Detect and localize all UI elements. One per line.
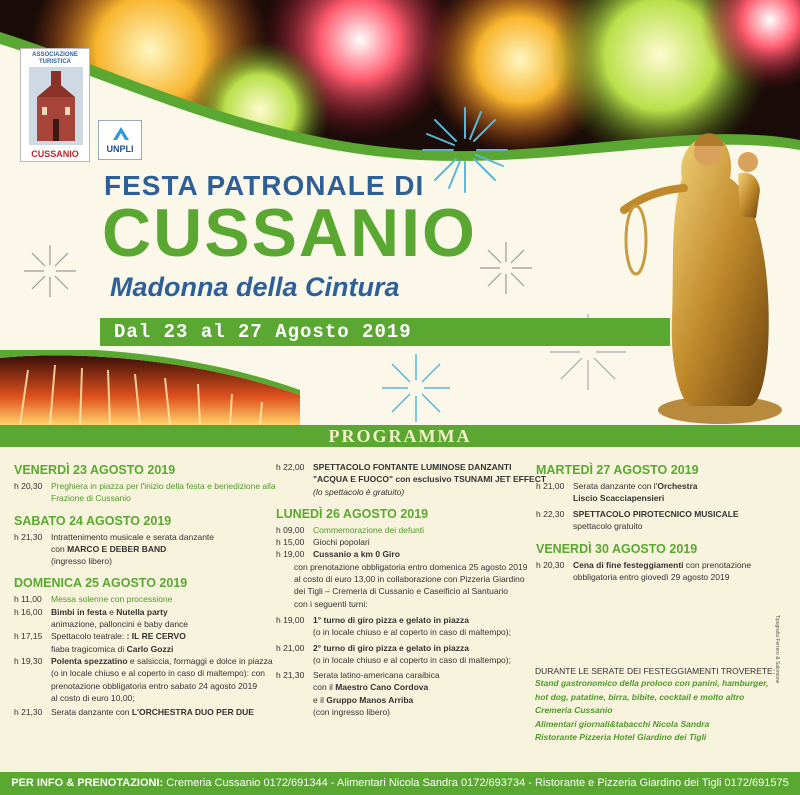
notice-item: Cremeria Cussanio	[535, 705, 613, 716]
notice-item: Stand gastronomico della proloco con panini, hamburger,	[535, 678, 769, 689]
event-details	[276, 561, 531, 610]
event-text: Bimbi in festa	[51, 606, 107, 617]
event-text: 2° turno di giro pizza e gelato in piazza	[313, 642, 469, 653]
event-text: e	[106, 606, 117, 617]
event-text: fiaba tragicomica di	[51, 643, 127, 654]
event-time: h 19,00	[276, 549, 305, 560]
schedule-event	[14, 655, 273, 704]
event-text: Intrattenimento musicale e serata danzante	[51, 531, 215, 542]
event-text: (o in locale chiuso e al coperto in caso di maltempo);	[313, 627, 511, 638]
event-text: Serata danzante con l'	[573, 481, 658, 491]
services-notice	[535, 665, 797, 745]
event-text: e il	[313, 694, 327, 705]
event-text: al costo di euro 10,00;	[51, 692, 135, 703]
date-banner	[100, 318, 670, 346]
program-title: PROGRAMMA	[328, 426, 472, 446]
event-time: h 21,30	[276, 670, 305, 681]
event-text: Cena di fine festeggiamenti	[573, 560, 684, 571]
logo-association-text: ASSOCIAZIONE TURISTICA	[32, 52, 78, 65]
schedule-event	[276, 536, 531, 548]
event-text: Preghiera in piazza per l'inizio della festa e benedizione alla	[51, 481, 276, 491]
event-time: h 15,00	[276, 537, 305, 548]
schedule-event	[536, 559, 791, 584]
event-text: "ACQUA E FUOCO" con esclusivo TSUNAMI JET EFFECT	[313, 474, 547, 485]
event-text: (con ingresso libero)	[313, 707, 391, 718]
event-text: L'ORCHESTRA DUO PER DUE	[131, 707, 254, 718]
event-time: h 22,00	[276, 462, 305, 472]
program-banner	[0, 425, 800, 447]
event-text: e salsiccia, formaggi e dolce in piazza	[127, 655, 273, 666]
schedule-event	[14, 593, 269, 605]
event-time: h 21,00	[276, 642, 305, 653]
schedule-event	[14, 630, 269, 655]
footer-contacts	[0, 777, 800, 789]
event-text: Frazione di Cussanio	[51, 493, 131, 504]
schedule-event	[276, 524, 531, 536]
unpli-text: UNPLI	[106, 144, 134, 154]
event-time: h 17,15	[14, 631, 43, 642]
notice-item: Alimentari giornali&tabacchi Nicola Sandra	[535, 718, 710, 729]
band-name: MARCO E DEBER BAND	[67, 543, 167, 554]
printer-credit: Tipografia Ferrero & Salomone	[774, 615, 780, 684]
notice-heading: DURANTE LE SERATE DEI FESTEGGIAMENTI TROVERETE:	[535, 666, 776, 676]
event-text: Carlo Gozzi	[126, 643, 174, 654]
day-heading: MARTEDÌ 27 AGOSTO 2019	[536, 463, 699, 477]
logo-name-text: CUSSANIO	[31, 149, 79, 159]
footer-phones: Cremeria Cussanio 0172/691344 - Alimentari Nicola Sandra 0172/693734 - Ristorante e Pizzeria Giardino dei Tigli 0172/691575	[163, 777, 789, 789]
event-text: Serata danzante con	[51, 707, 132, 718]
event-dates: Dal 23 al 27 Agosto 2019	[114, 321, 412, 343]
event-time: h 20,30	[536, 560, 565, 571]
event-text: animazione, palloncini e baby dance	[51, 619, 189, 630]
event-time: h 19,30	[14, 655, 43, 666]
madonna-statue-image	[600, 118, 800, 425]
event-text: con	[51, 543, 68, 554]
event-text: Gruppo Manos Arriba	[326, 694, 414, 705]
event-text: con i seguenti turni:	[294, 598, 368, 609]
event-text: SPETTACOLO FONTANTE LUMINOSE DANZANTI	[313, 462, 512, 472]
event-time: h 16,00	[14, 606, 43, 617]
event-title-line1: FESTA PATRONALE DI	[104, 170, 425, 201]
event-text: 1° turno di giro pizza e gelato in piazza	[313, 614, 469, 625]
event-text: Serata latino-americana caraibica	[313, 670, 440, 681]
day-heading: VENERDÌ 30 AGOSTO 2019	[536, 542, 698, 557]
event-text: Nutella party	[116, 606, 168, 617]
day-heading: SABATO 24 AGOSTO 2019	[14, 513, 172, 528]
event-subtitle: Madonna della Cintura	[110, 272, 400, 302]
event-text: (lo spettacolo è gratuito)	[313, 486, 405, 497]
schedule-event	[276, 548, 531, 560]
event-text: : IL RE CERVO	[126, 631, 186, 642]
event-text: al costo di euro 13,00 in collaborazione con Pizzeria Giardino	[294, 574, 525, 585]
event-text: Giochi popolari	[313, 537, 370, 548]
firework-burst-icon	[478, 240, 534, 296]
event-text: Maestro Cano Cordova	[335, 682, 429, 693]
event-text: (o in locale chiuso e al coperto in caso di maltempo);	[313, 654, 511, 665]
event-text: Commemorazione dei defunti	[313, 524, 425, 535]
day-heading: DOMENICA 25 AGOSTO 2019	[14, 576, 188, 591]
event-text: Messa solenne con processione	[51, 594, 173, 605]
notice-item: hot dog, patatine, birra, bibite, cocktail e molto altro	[535, 691, 745, 702]
unpli-logo	[98, 120, 142, 160]
event-text: con prenotazione obbligatoria entro domenica 25 agosto 2019	[294, 561, 528, 572]
schedule-event	[536, 480, 791, 505]
schedule-event	[276, 642, 531, 667]
event-text: spettacolo gratuito	[573, 520, 643, 531]
event-text: Liscio Scacciapensieri	[573, 493, 665, 504]
event-time: h 11,00	[14, 594, 42, 605]
event-text: con prenotazione	[683, 560, 752, 571]
event-time: h 20,30	[14, 481, 43, 491]
event-text: prenotazione obbligatoria entro sabato 24 agosto 2019	[51, 680, 258, 691]
event-time: h 21,30	[14, 531, 43, 542]
day-heading: VENERDÌ 23 AGOSTO 2019	[14, 463, 176, 477]
event-text: SPETTACOLO PIROTECNICO MUSICALE	[573, 508, 739, 519]
firework-burst-icon	[420, 105, 510, 195]
footer-label: PER INFO & PRENOTAZIONI:	[11, 777, 164, 789]
schedule-event	[536, 508, 791, 533]
event-text: Orchestra	[657, 481, 698, 491]
schedule-column-left	[14, 447, 276, 718]
day-heading: LUNEDÌ 26 AGOSTO 2019	[276, 506, 429, 521]
pro-loco-logo	[20, 48, 90, 162]
schedule-event	[14, 606, 269, 631]
schedule-event	[14, 480, 276, 505]
notice-item: Ristorante Pizzeria Hotel Giardino dei Tigli	[535, 732, 707, 743]
info-footer	[0, 772, 800, 795]
event-text: dei Tigli – Cremeria di Cussanio e Caseificio al Santuario	[294, 586, 509, 597]
event-text: Cussanio a km 0 Giro	[313, 549, 400, 560]
event-time: h 21,30	[14, 707, 43, 718]
schedule-event	[14, 706, 269, 718]
event-title-place: CUSSANIO	[102, 195, 477, 271]
event-text: (ingresso libero)	[51, 556, 112, 567]
firework-burst-icon	[22, 243, 78, 299]
firework-burst-icon	[380, 352, 452, 424]
event-text: (o in locale chiuso e al coperto in caso di maltempo): con	[51, 668, 266, 679]
event-text: obbligatoria entro giovedì 29 agosto 2019	[573, 572, 730, 583]
event-text: con il	[313, 682, 336, 693]
schedule-column-middle	[276, 447, 547, 718]
event-time: h 21,00	[536, 481, 565, 491]
schedule-column-right	[536, 447, 791, 584]
event-time: h 19,00	[276, 614, 305, 625]
event-text: Polenta spezzatino	[51, 655, 128, 666]
event-time: h 22,30	[536, 508, 565, 519]
event-text: Spettacolo teatrale:	[51, 631, 127, 642]
program-schedule	[0, 447, 800, 772]
church-icon	[29, 67, 83, 145]
schedule-event	[14, 531, 269, 568]
event-time: h 09,00	[276, 524, 305, 535]
fountain-lights-image	[0, 350, 300, 425]
schedule-event	[276, 669, 531, 718]
unpli-mark-icon	[111, 124, 131, 142]
schedule-event	[276, 461, 547, 498]
schedule-event	[276, 614, 531, 639]
